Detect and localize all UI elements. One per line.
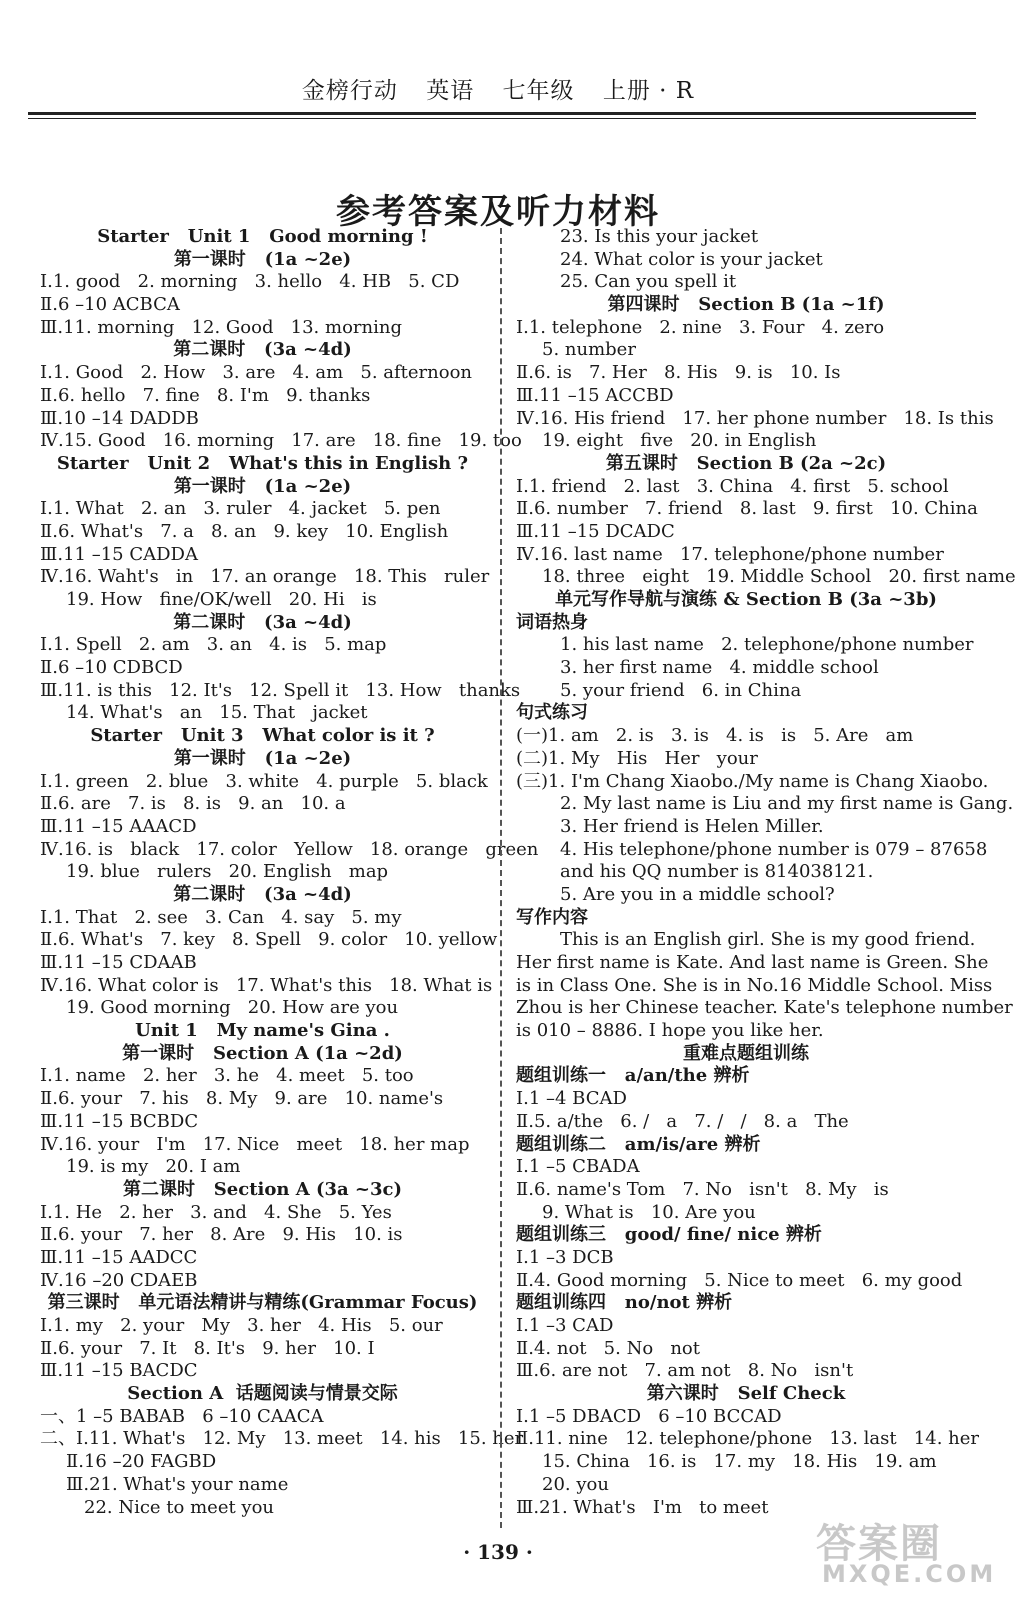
watermark-main-text: 答案圈 — [816, 1521, 942, 1567]
answer-line: Ⅲ.11 –15 ACCBD — [516, 384, 674, 406]
answer-line: Ⅰ.1 –4 BCAD — [516, 1088, 627, 1110]
section-heading: Starter Unit 1 Good morning ! — [97, 226, 428, 247]
section-heading: 第二课时 (3a ~4d) — [173, 339, 352, 361]
answer-line: Her first name is Kate. And last name is Green. She — [516, 952, 989, 973]
watermark-sub-text: MXQE.COM — [822, 1560, 997, 1588]
answer-line: (二)1. My His Her your — [516, 747, 758, 769]
answer-line: Ⅰ.1. He 2. her 3. and 4. She 5. Yes — [40, 1201, 392, 1223]
column-divider — [500, 228, 502, 1528]
answer-line: Ⅱ.4. Good morning 5. Nice to meet 6. my good — [516, 1269, 963, 1291]
section-heading: 第二课时 (3a ~4d) — [173, 883, 352, 905]
answer-line: 18. three eight 19. Middle School 20. first name — [542, 566, 1016, 588]
answer-line: is 010 – 8886. I hope you like her. — [516, 1020, 824, 1042]
answer-line: Ⅰ.1. good 2. morning 3. hello 4. HB 5. CD — [40, 271, 460, 293]
answer-line: Ⅲ.11. is this 12. It's 12. Spell it 13. How thanks — [40, 679, 521, 701]
section-heading: Starter Unit 3 What color is it ? — [90, 725, 435, 747]
section-heading: Starter Unit 2 What's this in English ? — [56, 452, 469, 474]
section-heading: 第一课时 (1a ~2e) — [173, 475, 352, 497]
answer-line: Ⅱ.6. are 7. is 8. is 9. an 10. a — [40, 793, 346, 815]
answer-line: Ⅱ.16 –20 FAGBD — [66, 1451, 217, 1473]
answer-line: Ⅲ.11 –15 CADDA — [40, 543, 198, 565]
subsection-heading: 写作内容 — [516, 906, 588, 928]
answer-line: 19. How fine/OK/well 20. Hi is — [66, 589, 377, 610]
answer-line: 3. Her friend is Helen Miller. — [560, 815, 824, 837]
answer-line: Ⅰ.1. What 2. an 3. ruler 4. jacket 5. pen — [40, 498, 441, 520]
header-subject: 英语 — [426, 78, 475, 104]
section-heading: 单元写作导航与演练 & Section B (3a ~3b) — [555, 589, 937, 610]
section-heading: 重难点题组训练 — [683, 1042, 809, 1064]
answer-line: 14. What's an 15. That jacket — [66, 702, 368, 724]
answer-line: 23. Is this your jacket — [560, 226, 759, 247]
answer-line: Ⅱ.4. not 5. No not — [516, 1337, 700, 1359]
subsection-heading: 题组训练三 good/ fine/ nice 辨析 — [516, 1224, 822, 1246]
page-title: 参考答案及听力材料 — [336, 192, 660, 232]
answer-line: Ⅲ.11 –15 DCADC — [516, 520, 675, 542]
header-book: 金榜行动 — [301, 78, 398, 104]
answer-line: (三)1. I'm Chang Xiaobo./My name is Chang Xiaobo. — [516, 770, 989, 792]
answer-line: 15. China 16. is 17. my 18. His 19. am — [542, 1451, 937, 1473]
answer-line: Ⅲ.11 –15 AADCC — [40, 1246, 198, 1268]
answer-line: 22. Nice to meet you — [84, 1496, 275, 1518]
answer-line: Ⅰ.1. name 2. her 3. he 4. meet 5. too — [40, 1065, 414, 1087]
answer-line: Ⅰ.1 –3 CAD — [516, 1315, 614, 1336]
section-heading: Section A 话题阅读与情景交际 — [127, 1383, 398, 1405]
answer-line: 9. What is 10. Are you — [542, 1201, 756, 1223]
answer-line: 5. number — [542, 339, 636, 361]
answer-line: 20. you — [542, 1473, 609, 1495]
answer-line: Ⅱ.6. your 7. his 8. My 9. are 10. name's — [40, 1088, 444, 1110]
answer-line: Ⅱ.5. a/the 6. / a 7. / / 8. a The — [516, 1110, 849, 1132]
answer-line: 25. Can you spell it — [560, 271, 737, 293]
section-heading: 第三课时 单元语法精讲与精练(Grammar Focus) — [47, 1292, 478, 1314]
header-volume: 上册 · R — [602, 78, 695, 104]
left-answer-column — [40, 226, 539, 1519]
header-grade: 七年级 — [502, 78, 575, 104]
answer-line: Ⅲ.11 –15 BACDC — [40, 1360, 198, 1382]
answer-line: Ⅲ.11 –15 BCBDC — [40, 1110, 199, 1132]
section-heading: 第四课时 Section B (1a ~1f) — [607, 294, 885, 316]
answer-line: Ⅲ.6. are not 7. am not 8. No isn't — [516, 1360, 854, 1382]
answer-line: Ⅱ.6. is 7. Her 8. His 9. is 10. Is — [516, 362, 841, 384]
header-rule-thin — [28, 118, 976, 119]
answer-line: Ⅰ.1. green 2. blue 3. white 4. purple 5. black — [40, 770, 488, 792]
page-number: · 139 · — [463, 1540, 533, 1564]
running-header — [0, 72, 996, 105]
answer-line: 5. your friend 6. in China — [560, 679, 802, 701]
answer-line: Ⅰ.1. friend 2. last 3. China 4. first 5. school — [516, 475, 949, 497]
answer-line: Ⅲ.11 –15 AAACD — [40, 815, 197, 837]
answer-line: is in Class One. She is in No.16 Middle School. Miss — [516, 974, 993, 996]
answer-line: Ⅱ.6. your 7. It 8. It's 9. her 10. I — [40, 1337, 375, 1359]
answer-line: Ⅳ.16. last name 17. telephone/phone number — [516, 543, 944, 565]
answer-line: Ⅳ.16. your I'm 17. Nice meet 18. her map — [40, 1133, 470, 1155]
answer-line: 3. her first name 4. middle school — [560, 657, 879, 679]
answer-line: (一)1. am 2. is 3. is 4. is is 5. Are am — [516, 725, 914, 747]
answer-line: Ⅲ.21. What's I'm to meet — [516, 1496, 769, 1518]
section-heading: 第五课时 Section B (2a ~2c) — [605, 452, 887, 474]
section-heading: 第六课时 Self Check — [646, 1383, 846, 1405]
answer-line: Ⅲ.10 –14 DADDB — [40, 407, 199, 429]
answer-line: Ⅰ.1. Spell 2. am 3. an 4. is 5. map — [40, 634, 387, 656]
answer-line: Ⅰ.1. Good 2. How 3. are 4. am 5. afternoon — [40, 362, 473, 384]
section-heading: 第一课时 (1a ~2e) — [173, 747, 352, 769]
answer-line: Ⅰ.1. telephone 2. nine 3. Four 4. zero — [516, 316, 885, 338]
answer-line: Ⅱ.6. name's Tom 7. No isn't 8. My is — [516, 1178, 889, 1200]
answer-line: and his QQ number is 814038121. — [560, 861, 874, 883]
answer-line: Ⅱ.6. What's 7. a 8. an 9. key 10. English — [40, 520, 449, 542]
answer-line: 24. What color is your jacket — [560, 248, 823, 270]
answer-line: Ⅱ.6 –10 CDBCD — [40, 657, 183, 679]
answer-line: 1. his last name 2. telephone/phone number — [560, 634, 974, 656]
answer-line: Ⅱ.6. your 7. her 8. Are 9. His 10. is — [40, 1224, 403, 1246]
answer-line: Ⅱ.11. nine 12. telephone/phone 13. last 14. her — [516, 1428, 979, 1450]
answer-line: 19. is my 20. I am — [66, 1156, 241, 1178]
answer-line: 19. eight five 20. in English — [542, 430, 817, 452]
answer-line: Ⅲ.21. What's your name — [66, 1473, 289, 1495]
answer-line: 4. His telephone/phone number is 079 – 87658 — [560, 838, 988, 860]
answer-line: Ⅱ.6. hello 7. fine 8. I'm 9. thanks — [40, 384, 371, 406]
answer-line: Ⅱ.6. number 7. friend 8. last 9. first 10. China — [516, 498, 978, 520]
answer-line: Ⅳ.16. What color is 17. What's this 18. What is — [40, 974, 493, 996]
subsection-heading: 句式练习 — [516, 702, 588, 724]
answer-line: Zhou is her Chinese teacher. Kate's telephone number — [516, 997, 1013, 1019]
answer-line: Ⅱ.6 –10 ACBCA — [40, 294, 180, 316]
answer-line: Ⅰ.1 –5 DBACD 6 –10 BCCAD — [516, 1405, 782, 1427]
answer-line: Ⅰ.1. my 2. your My 3. her 4. His 5. our — [40, 1315, 443, 1336]
answer-line: 二、Ⅰ.11. What's 12. My 13. meet 14. his 15. her — [40, 1428, 524, 1450]
section-heading: 第一课时 Section A (1a ~2d) — [122, 1042, 403, 1064]
header-rule-thick — [28, 112, 976, 115]
answer-line: Ⅳ.15. Good 16. morning 17. are 18. fine 19. too — [40, 430, 522, 452]
section-heading: 第二课时 (3a ~4d) — [173, 611, 352, 633]
answer-line: This is an English girl. She is my good friend. — [560, 929, 976, 951]
answer-line: Ⅰ.1. That 2. see 3. Can 4. say 5. my — [40, 906, 402, 928]
answer-line: 5. Are you in a middle school? — [560, 883, 835, 905]
answer-line: Ⅳ.16. His friend 17. her phone number 18. Is this — [516, 407, 994, 429]
answer-line: 2. My last name is Liu and my first name is Gang. — [560, 793, 1014, 815]
subsection-heading: 题组训练四 no/not 辨析 — [516, 1292, 733, 1314]
watermark-logo — [812, 1512, 997, 1588]
answer-line: 19. blue rulers 20. English map — [66, 861, 389, 883]
subsection-heading: 题组训练二 am/is/are 辨析 — [516, 1133, 761, 1155]
answer-line: Ⅰ.1 –3 DCB — [516, 1246, 614, 1268]
answer-line: 一、1 –5 BABAB 6 –10 CAACA — [40, 1405, 324, 1427]
subsection-heading: 词语热身 — [516, 611, 588, 633]
answer-line: Ⅰ.1 –5 CBADA — [516, 1156, 640, 1178]
section-heading: 第二课时 Section A (3a ~3c) — [122, 1178, 402, 1200]
subsection-heading: 题组训练一 a/an/the 辨析 — [516, 1065, 750, 1087]
section-heading: 第一课时 (1a ~2e) — [173, 248, 352, 270]
answer-line: Ⅲ.11. morning 12. Good 13. morning — [40, 316, 402, 338]
right-answer-column — [516, 226, 1016, 1519]
answer-line: Ⅱ.6. What's 7. key 8. Spell 9. color 10. yellow — [40, 929, 498, 951]
answer-line: Ⅳ.16. Waht's in 17. an orange 18. This ruler — [40, 566, 490, 588]
answer-line: Ⅳ.16 –20 CDAEB — [40, 1269, 198, 1291]
answer-line: Ⅲ.11 –15 CDAAB — [40, 952, 197, 973]
answer-line: 19. Good morning 20. How are you — [66, 997, 399, 1019]
section-heading: Unit 1 My name's Gina . — [135, 1020, 390, 1042]
answer-line: Ⅳ.16. is black 17. color Yellow 18. orange green — [40, 838, 539, 860]
